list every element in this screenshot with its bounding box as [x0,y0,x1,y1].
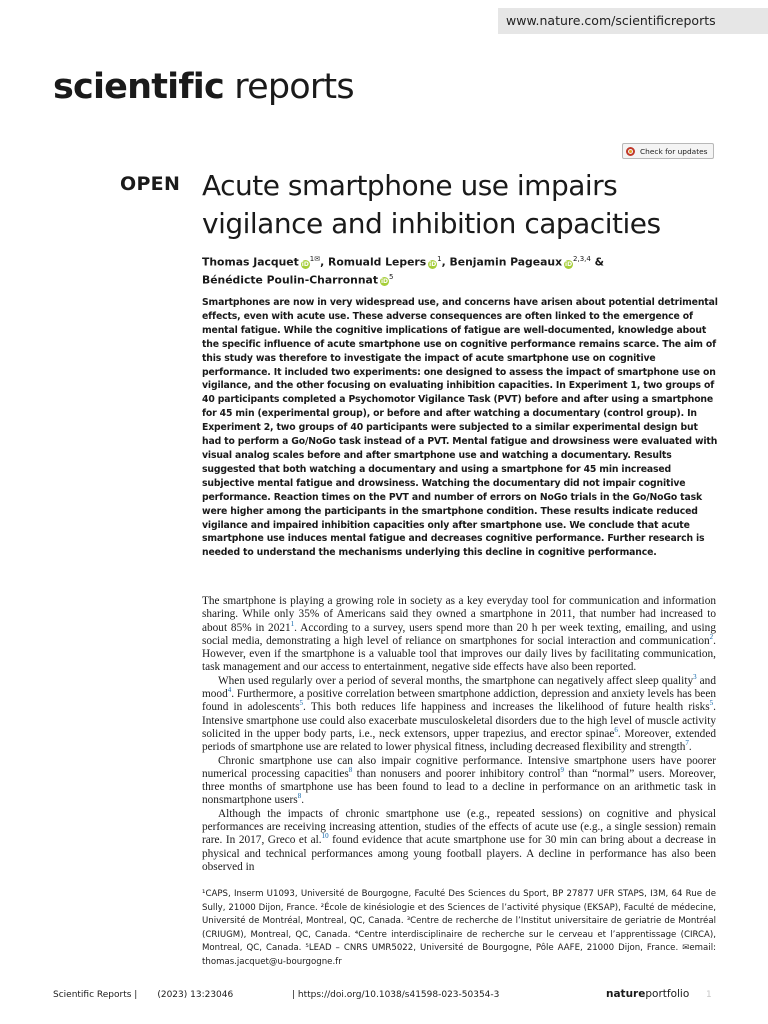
author-separator: , [441,255,450,269]
author-list [202,252,722,287]
footer-journal: Scientific Reports | [53,990,138,1000]
brand-light: portfolio [645,988,690,1000]
text-run: than nonusers and poorer inhibitory control [352,767,561,780]
nature-portfolio-logo [606,988,689,1000]
citation-ref[interactable]: 8 [297,792,302,801]
author-name[interactable]: Romuald Lepers [328,255,427,269]
text-run: . Intensive smartphone use could also exacerbate musculoskeletal disorders due to the high level of muscle activity solicited in the upper body parts, i.e., neck extensors, upper trapezius, and erector spinae [202,701,716,740]
article-title: Acute smartphone use impairs vigilance and inhibition capacities [202,169,661,240]
text-run: . [688,741,692,754]
citation-ref[interactable]: 5 [709,699,714,708]
text-run: When used regularly over a period of several months, the smartphone can negatively affect sleep quality [218,674,694,687]
email-icon[interactable]: ✉ [314,255,321,263]
affiliation-ref: 5 [389,272,394,281]
author-name[interactable]: Benjamin Pageaux [449,255,563,269]
orcid-icon[interactable]: iD [429,260,437,268]
text-run: . According to a survey, users spend more than 20 h per week texting, emailing, and using social media, demonstrating a high level of reliance on smartphones for social interaction and communication [202,621,716,647]
paragraph [202,755,716,808]
text-run: than “normal” users. Moreover, three months of smartphone use has been found to lead to a decline in performance on an arithmetic task in nonsmartphone users [202,767,716,807]
crossmark-icon [626,147,635,156]
affiliation-ref: 1 [309,255,315,263]
affiliation-ref: 1 [437,255,442,263]
author-name[interactable]: Bénédicte Poulin-Charronnat [202,273,379,287]
journal-url[interactable]: www.nature.com/scientificreports [498,8,768,34]
check-for-updates-label: Check for updates [640,146,708,156]
text-run: Chronic smartphone use can also impair cognitive performance. Intensive smartphone users have poorer numerical processing capacities [202,754,716,780]
paragraph [202,808,716,874]
main-text [202,595,716,874]
text-run: . Moreover, extended periods of smartphone use are related to lower physical fitness, including decreased flexibility and strength [202,727,716,754]
footer-doi-link[interactable]: | https://doi.org/10.1038/s41598-023-50354-3 [292,990,500,1000]
text-run: . Furthermore, a positive correlation between smartphone addiction, depression and anxiety levels has been found in adolescents [202,688,716,714]
citation-ref[interactable]: 8 [348,766,353,775]
abstract: Smartphones are now in very widespread use, and concerns have arisen about potential detrimental effects, even with acute use. These adverse consequences are often linked to the emergence of mental fatigue. While the cognitive implications of fatigue are well-documented, knowledge about the specific influence of acute smartphone use on cognitive performance remains scarce. The aim of this study was therefore to investigate the impact of acute smartphone use on cognitive performance. It included two experiments: one designed to assess the impact of smartphone use on vigilance, and the other focusing on evaluating inhibition capacities. In Experiment 1, two groups of 40 participants completed a Psychomotor Vigilance Task (PVT) before and after using a smartphone for 45 min (experimental group), or before and after watching a documentary (control group). In Experiment 2, two groups of 40 participants were subjected to a similar experimental design but had to perform a Go/NoGo task instead of a PVT. Mental fatigue and drowsiness were evaluated with visual analog scales before and after smartphone use and watching a documentary. Results suggested that both watching a documentary and using a smartphone for 45 min increased subjective mental fatigue and drowsiness. Watching the documentary did not impair cognitive performance. Reaction times on the PVT and number of errors on NoGo trials in the Go/NoGo task were higher among the participants in the smartphone condition. These results indicate reduced vigilance and impaired inhibition capacities only after smartphone use. We conclude that acute smartphone use induces mental fatigue and decreases cognitive performance. Further research is needed to understand the mechanisms underlying this decline in cognitive performance. [202,297,718,559]
author-name[interactable]: Thomas Jacquet [202,255,299,269]
citation-ref[interactable]: 1 [290,619,295,628]
journal-logo-light: reports [223,67,354,107]
text-run: and mood [202,674,716,701]
citation-ref[interactable]: 7 [685,739,689,748]
orcid-icon[interactable]: iD [565,260,573,268]
text-run: The smartphone is playing a growing role in society as a key everyday tool for communication and information sharing. While only 35% of Americans said they owned a smartphone in 2011, that number had increased to about 85% in 2021 [202,595,716,634]
citation-ref[interactable]: 9 [560,766,565,775]
citation-ref[interactable]: 2 [709,633,714,642]
open-access-label: OPEN [120,173,181,195]
journal-logo-bold: scientific [53,67,224,107]
author-separator: & [590,255,605,269]
citation-ref[interactable]: 6 [614,726,618,735]
citation-ref[interactable]: 3 [693,673,697,682]
text-run: . However, even if the smartphone is a valuable tool that improves our daily lives by facilitating communication, task management and our access to entertainment, negative side effects have also been reported. [202,634,716,674]
citation-ref[interactable]: 5 [299,699,304,708]
page-number: 1 [706,990,712,1000]
brand-bold: nature [606,988,646,1000]
text-run: . [301,794,305,807]
orcid-icon[interactable]: iD [380,278,389,286]
footer-citation [53,990,233,1000]
affiliation-ref: 2,3,4 [573,255,591,263]
footer-volume: (2023) 13:23046 [157,990,234,1000]
paragraph [202,675,716,755]
text-run: Although the impacts of chronic smartphone use (e.g., repeated sessions) on cognitive and physical performances are receiving increasing attention, studies of the effects of acute use (e.g., a single session) remain rare. In 2017, Greco et al. [202,807,716,847]
citation-ref[interactable]: 4 [227,686,232,695]
check-for-updates-button[interactable] [622,143,714,159]
text-run: . This both reduces life happiness and increases the likelihood of future health risks [303,701,710,714]
author-separator: , [320,255,329,269]
affiliations: ¹CAPS, Inserm U1093, Université de Bourgogne, Faculté Des Sciences du Sport, BP 27877 UFR STAPS, I3M, 64 Rue de Sully, 21000 Dijon, France. ²École de kinésiologie et des Sciences de l’activité physique (EKSAP), Faculté de médecine, Université de Montréal, Montreal, QC, Canada. ³Centre de recherche de l’Institut universitaire de geriatrie de Montréal (CRIUGM), Montreal, QC, Canada. ⁴Centre interdisciplinaire de recherche sur le cerveau et l’apprentissage (CIRCA), Montreal, QC, Canada. ⁵LEAD – CNRS UMR5022, Université de Bourgogne, Pôle AAFE, 21000 Dijon, France. ✉email: thomas.jacquet@u-bourgogne.fr [202,889,716,967]
orcid-icon[interactable]: iD [301,260,309,268]
text-run: found evidence that acute smartphone use for 30 min can bring about a decrease in physical and technical performances among young football players. A decline in performance has also been observed in [202,834,716,873]
paragraph [202,595,716,675]
journal-logo [53,64,354,110]
citation-ref[interactable]: 10 [321,832,329,841]
